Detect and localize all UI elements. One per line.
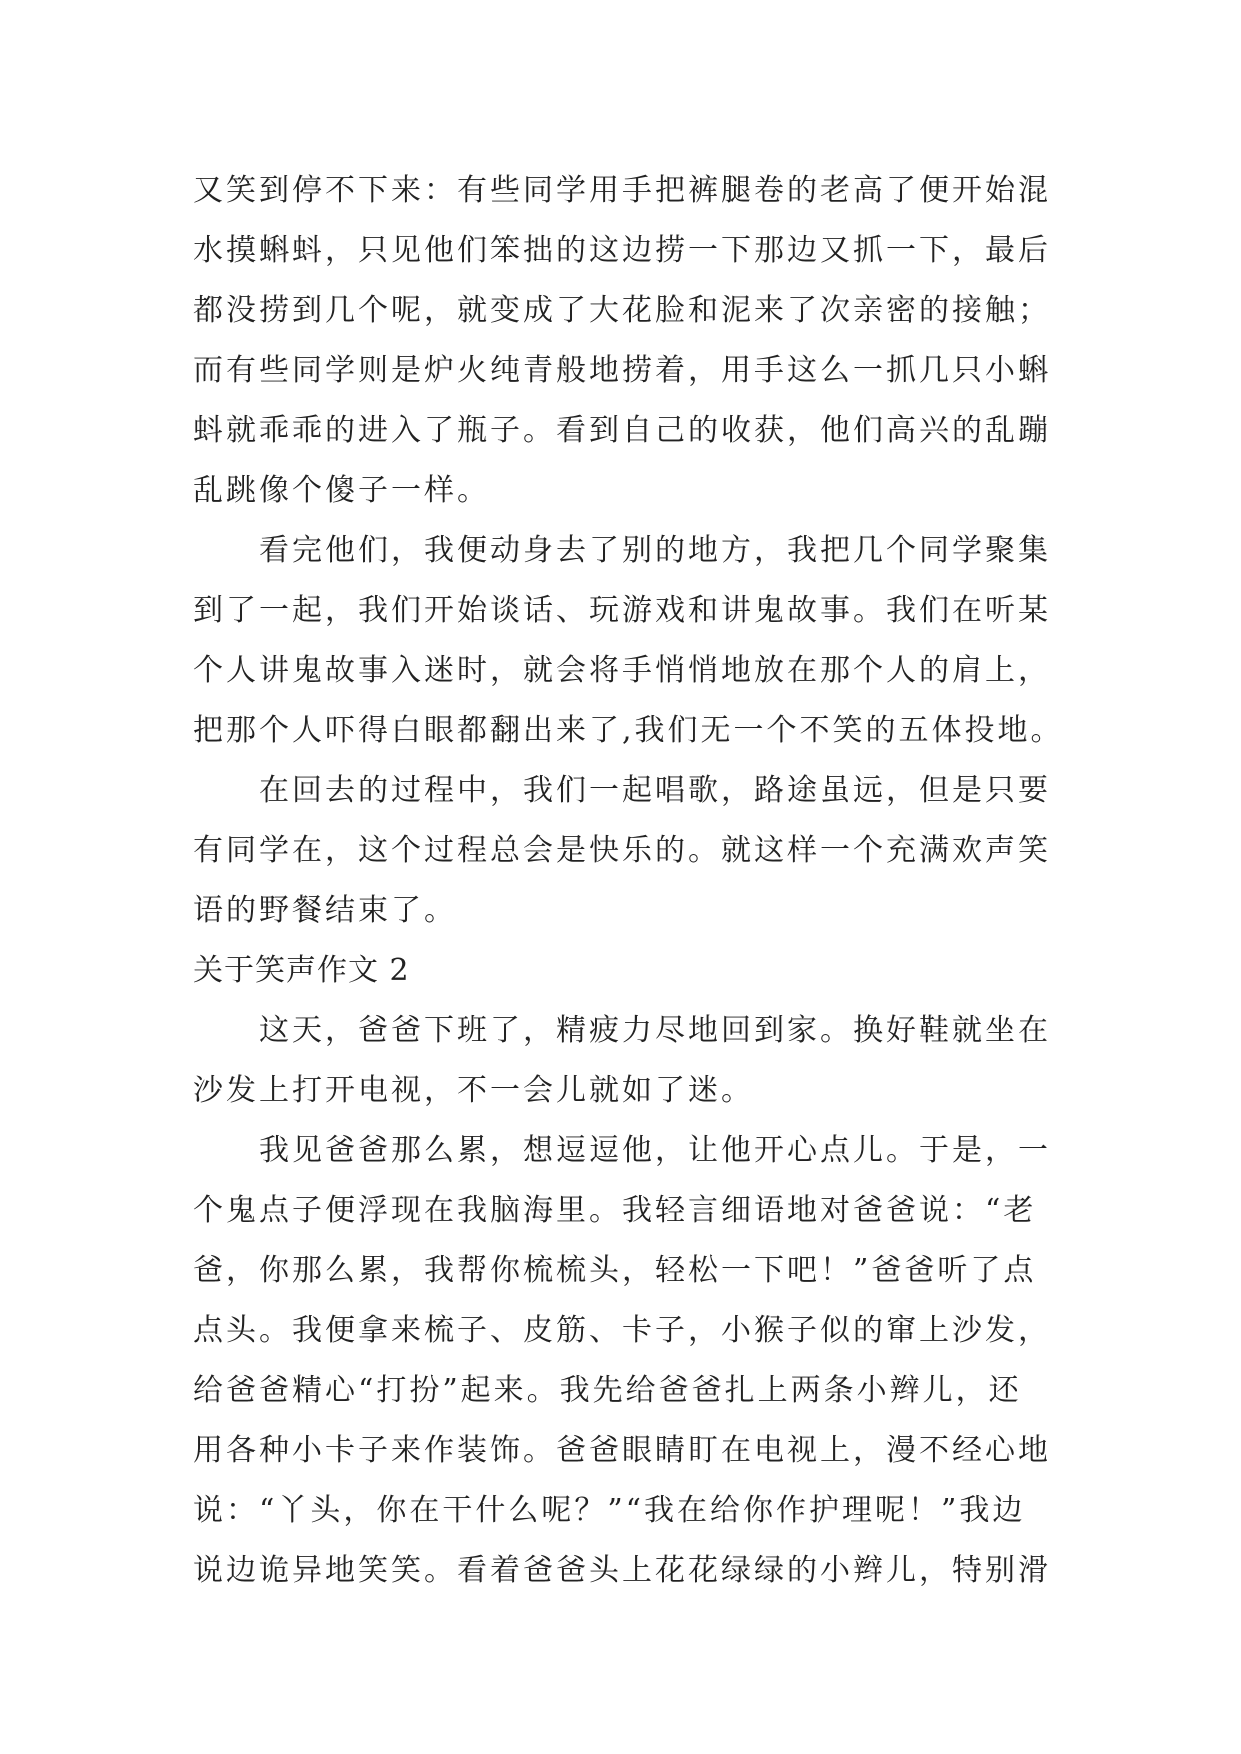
text-line: 有同学在，这个过程总会是快乐的。就这样一个充满欢声笑: [193, 833, 1051, 868]
text-line: 都没捞到几个呢，就变成了大花脸和泥来了次亲密的接触；: [193, 293, 1051, 328]
text-line: 说边诡异地笑笑。看着爸爸头上花花绿绿的小辫儿，特别滑: [193, 1553, 1051, 1588]
text-line: 看完他们，我便动身去了别的地方，我把几个同学聚集: [259, 533, 1051, 568]
text-line: 沙发上打开电视，不一会儿就如了迷。: [193, 1073, 754, 1108]
text-line: 这天，爸爸下班了，精疲力尽地回到家。换好鞋就坐在: [259, 1013, 1051, 1048]
text-line: 在回去的过程中，我们一起唱歌，路途虽远，但是只要: [259, 773, 1051, 808]
text-line: 个鬼点子便浮现在我脑海里。我轻言细语地对爸爸说：“老: [193, 1193, 1037, 1228]
document-body: [193, 161, 1064, 1601]
paragraph: [193, 1001, 1051, 1121]
section-heading: 关于笑声作文 2: [193, 953, 410, 988]
paragraph: [193, 161, 1051, 521]
text-line: 点头。我便拿来梳子、皮筋、卡子，小猴子似的窜上沙发，: [193, 1313, 1051, 1348]
text-line: 给爸爸精心“打扮”起来。我先给爸爸扎上两条小辫儿，还: [193, 1373, 1022, 1408]
text-line: 爸，你那么累，我帮你梳梳头，轻松一下吧！”爸爸听了点: [193, 1253, 1037, 1288]
text-line: 又笑到停不下来：有些同学用手把裤腿卷的老高了便开始混: [193, 173, 1051, 208]
text-line: 用各种小卡子来作装饰。爸爸眼睛盯在电视上，漫不经心地: [193, 1433, 1051, 1468]
text-line: 到了一起，我们开始谈话、玩游戏和讲鬼故事。我们在听某: [193, 593, 1051, 628]
text-line: 而有些同学则是炉火纯青般地捞着，用手这么一抓几只小蝌: [193, 353, 1051, 388]
text-line: 个人讲鬼故事入迷时，就会将手悄悄地放在那个人的肩上，: [193, 653, 1051, 688]
text-line: 把那个人吓得白眼都翻出来了,我们无一个不笑的五体投地。: [193, 713, 1064, 748]
text-line: 语的野餐结束了。: [193, 893, 457, 928]
paragraph: [193, 521, 1064, 761]
text-line: 蚪就乖乖的进入了瓶子。看到自己的收获，他们高兴的乱蹦: [193, 413, 1051, 448]
paragraph: [193, 761, 1051, 941]
text-line: 乱跳像个傻子一样。: [193, 473, 490, 508]
text-line: 说：“丫头，你在干什么呢？”“我在给你作护理呢！”我边: [193, 1493, 1026, 1528]
text-line: 我见爸爸那么累，想逗逗他，让他开心点儿。于是，一: [259, 1133, 1051, 1168]
text-line: 水摸蝌蚪，只见他们笨拙的这边捞一下那边又抓一下，最后: [193, 233, 1051, 268]
paragraph: [193, 1121, 1051, 1601]
